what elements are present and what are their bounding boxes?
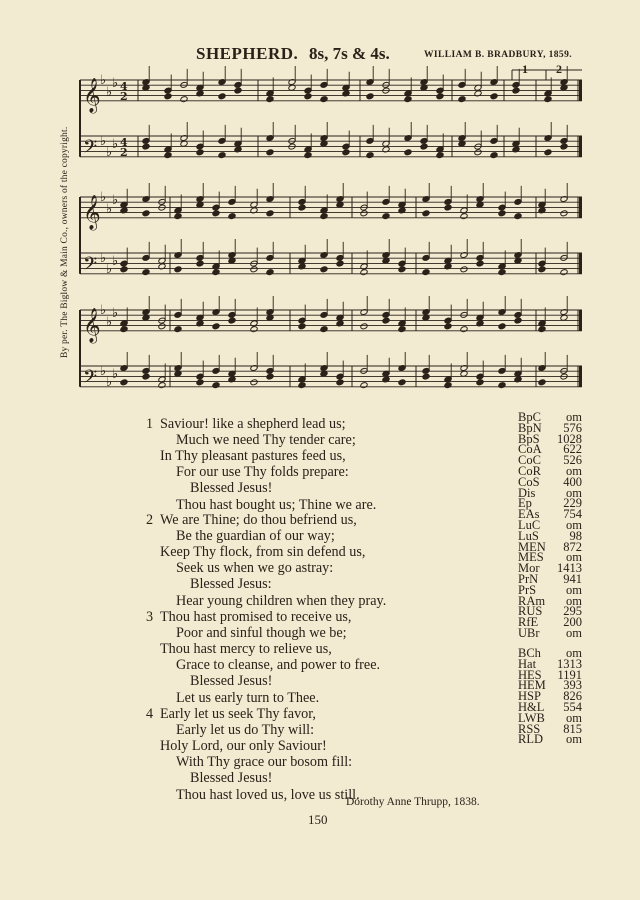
note-head bbox=[460, 213, 468, 220]
note-head bbox=[538, 326, 546, 333]
note-head bbox=[266, 269, 274, 276]
note-head bbox=[196, 260, 204, 267]
note-head bbox=[436, 152, 444, 159]
flat-sign: ♭ bbox=[100, 73, 107, 88]
note-head bbox=[304, 152, 312, 159]
note-head bbox=[458, 96, 466, 103]
flat-sign: ♭ bbox=[112, 76, 119, 91]
note-head bbox=[490, 93, 498, 100]
reference-row bbox=[518, 734, 584, 745]
time-signature: 2 bbox=[120, 146, 128, 159]
note-head bbox=[560, 269, 568, 276]
meter: 8s, 7s & 4s. bbox=[309, 44, 390, 63]
flat-sign: ♭ bbox=[112, 254, 119, 269]
time-signature: 2 bbox=[120, 90, 128, 103]
verse-line: Saviour! like a shepherd lead us; bbox=[160, 416, 346, 432]
reference-number: om bbox=[566, 710, 582, 725]
verse-line: Keep Thy flock, from sin defend us, bbox=[160, 544, 366, 561]
note-head bbox=[398, 326, 406, 333]
flat-sign: ♭ bbox=[106, 262, 113, 277]
note-head bbox=[490, 152, 498, 159]
note-head bbox=[196, 379, 204, 386]
verse-line: Thou hast bought us; Thine we are. bbox=[176, 496, 377, 513]
reference-number: 815 bbox=[563, 721, 582, 736]
reference-code: HSP bbox=[518, 689, 541, 704]
verse-line: Grace to cleanse, and power to free. bbox=[176, 657, 381, 674]
verse-line: Seek us when we go astray: bbox=[176, 560, 334, 577]
reference-code: BpC bbox=[518, 410, 541, 424]
bass-clef: 𝄢 bbox=[83, 253, 98, 279]
verse-number: 2 bbox=[146, 512, 154, 528]
flat-sign: ♭ bbox=[100, 134, 107, 149]
note-head bbox=[444, 204, 452, 211]
reference-number: 754 bbox=[563, 507, 582, 522]
reference-code: RUS bbox=[518, 604, 543, 619]
note-head bbox=[498, 323, 506, 330]
verse-line: Early let us seek Thy favor, bbox=[160, 706, 316, 722]
final-bar bbox=[579, 80, 582, 101]
verse-line: Blessed Jesus! bbox=[190, 770, 273, 787]
verse-line: Blessed Jesus! bbox=[190, 673, 273, 690]
reference-number: 200 bbox=[563, 615, 582, 630]
note-head bbox=[560, 210, 568, 217]
reference-number: 229 bbox=[563, 496, 582, 511]
note-head bbox=[174, 266, 182, 273]
note-head bbox=[266, 373, 274, 380]
reference-number: 1028 bbox=[557, 431, 582, 446]
note-head bbox=[218, 152, 226, 159]
verse-line: Poor and sinful though we be; bbox=[176, 625, 347, 642]
reference-number: om bbox=[566, 646, 582, 660]
note-head bbox=[514, 213, 522, 220]
reference-code: CoS bbox=[518, 474, 540, 489]
reference-number: 826 bbox=[563, 689, 582, 704]
reference-code: RSS bbox=[518, 721, 541, 736]
flat-sign: ♭ bbox=[100, 364, 107, 379]
reference-code: LuS bbox=[518, 528, 539, 543]
flat-sign: ♭ bbox=[106, 315, 113, 330]
note-head bbox=[174, 326, 182, 333]
note-head bbox=[120, 266, 128, 273]
final-bar bbox=[579, 136, 582, 157]
note-head bbox=[250, 326, 258, 333]
flat-sign: ♭ bbox=[106, 202, 113, 217]
verse-line: For our use Thy folds prepare: bbox=[176, 464, 349, 481]
note-head bbox=[212, 382, 220, 389]
note-head bbox=[234, 87, 242, 94]
note-head bbox=[360, 323, 368, 330]
verse-number: 3 bbox=[146, 609, 154, 625]
note-head bbox=[444, 323, 452, 330]
page-number: 150 bbox=[308, 812, 328, 827]
reference-code: RAm bbox=[518, 593, 546, 608]
note-head bbox=[228, 317, 236, 324]
note-head bbox=[512, 87, 520, 94]
note-head bbox=[298, 382, 306, 389]
note-head bbox=[366, 93, 374, 100]
final-bar bbox=[579, 253, 582, 274]
note-head bbox=[398, 266, 406, 273]
ending-1: 1 bbox=[522, 62, 528, 76]
note-head bbox=[320, 96, 328, 103]
note-head bbox=[164, 93, 172, 100]
note-head bbox=[444, 382, 452, 389]
note-head bbox=[164, 152, 172, 159]
note-head bbox=[560, 143, 568, 150]
reference-code: Ep bbox=[518, 496, 532, 511]
reference-code: RfE bbox=[518, 615, 539, 630]
reference-number: 576 bbox=[563, 420, 582, 435]
composer: WILLIAM B. BRADBURY, 1859. bbox=[424, 50, 573, 60]
reference-number: 526 bbox=[563, 453, 582, 468]
note-head bbox=[498, 382, 506, 389]
note-head bbox=[514, 317, 522, 324]
note-head bbox=[266, 96, 274, 103]
final-bar bbox=[579, 310, 582, 331]
note-head bbox=[360, 210, 368, 217]
note-head bbox=[266, 149, 274, 156]
note-head bbox=[366, 152, 374, 159]
reference-code: LuC bbox=[518, 518, 541, 532]
verse-line: Blessed Jesus! bbox=[190, 480, 273, 497]
note-head bbox=[298, 323, 306, 330]
verse-line: In Thy pleasant pastures feed us, bbox=[160, 448, 346, 465]
treble-clef: 𝄞 bbox=[83, 307, 101, 343]
verse-number: 4 bbox=[146, 706, 154, 722]
treble-clef: 𝄞 bbox=[83, 194, 101, 230]
time-signature: 4 bbox=[120, 80, 128, 93]
reference-number: om bbox=[566, 485, 582, 500]
note-head bbox=[250, 266, 258, 273]
reference-code: MEN bbox=[518, 539, 546, 554]
reference-number: 295 bbox=[563, 604, 582, 619]
note-head bbox=[420, 143, 428, 150]
verse-line: With Thy grace our bosom fill: bbox=[176, 754, 353, 771]
note-head bbox=[298, 204, 306, 211]
reference-code: HES bbox=[518, 667, 542, 682]
reference-number: om bbox=[566, 518, 582, 532]
reference-number: om bbox=[566, 626, 582, 640]
reference-number: 393 bbox=[563, 678, 582, 693]
note-head bbox=[498, 269, 506, 276]
flat-sign: ♭ bbox=[100, 303, 107, 318]
note-head bbox=[544, 96, 552, 103]
flat-sign: ♭ bbox=[112, 367, 119, 382]
final-bar bbox=[579, 197, 582, 218]
note-head bbox=[266, 210, 274, 217]
verse-line: Be the guardian of our way; bbox=[176, 528, 335, 545]
note-head bbox=[218, 93, 226, 100]
reference-number: 400 bbox=[563, 474, 582, 489]
reference-number: 98 bbox=[569, 528, 582, 543]
note-head bbox=[320, 326, 328, 333]
note-head bbox=[142, 373, 150, 380]
note-head bbox=[304, 93, 312, 100]
note-head bbox=[422, 373, 430, 380]
note-head bbox=[158, 382, 166, 389]
reference-code: Mor bbox=[518, 561, 540, 576]
note-head bbox=[174, 213, 182, 220]
note-head bbox=[460, 266, 468, 273]
reference-code: Dis bbox=[518, 485, 536, 500]
note-head bbox=[544, 149, 552, 156]
verse-line: Thou hast mercy to relieve us, bbox=[160, 641, 332, 658]
reference-code: UBr bbox=[518, 626, 540, 640]
note-head bbox=[250, 379, 258, 386]
verse-line: Early let us do Thy will: bbox=[176, 722, 315, 739]
flat-sign: ♭ bbox=[112, 193, 119, 208]
note-head bbox=[398, 379, 406, 386]
tune-name: SHEPHERD. bbox=[196, 44, 299, 63]
reference-number: 1313 bbox=[557, 656, 582, 671]
flat-sign: ♭ bbox=[100, 190, 107, 205]
note-head bbox=[404, 149, 412, 156]
verse-line: Blessed Jesus: bbox=[190, 576, 272, 593]
reference-number: om bbox=[566, 550, 582, 565]
music-score bbox=[0, 0, 640, 400]
flat-sign: ♭ bbox=[106, 85, 113, 100]
reference-row bbox=[518, 628, 584, 639]
note-head bbox=[538, 379, 546, 386]
verse-number: 1 bbox=[146, 416, 154, 432]
reference-number: 872 bbox=[563, 539, 582, 554]
text-author: Dorothy Anne Thrupp, 1838. bbox=[346, 796, 480, 808]
note-head bbox=[120, 379, 128, 386]
ending-2: 2 bbox=[556, 62, 562, 76]
note-head bbox=[476, 379, 484, 386]
note-head bbox=[422, 269, 430, 276]
reference-number: om bbox=[566, 582, 582, 597]
note-head bbox=[320, 266, 328, 273]
treble-clef: 𝄞 bbox=[83, 77, 101, 113]
reference-number: om bbox=[566, 593, 582, 608]
reference-code: EAs bbox=[518, 507, 540, 522]
note-head bbox=[360, 382, 368, 389]
flat-sign: ♭ bbox=[100, 251, 107, 266]
note-head bbox=[476, 260, 484, 267]
note-head bbox=[404, 96, 412, 103]
final-bar bbox=[579, 366, 582, 387]
reference-code: Hat bbox=[518, 656, 537, 671]
reference-code: H&L bbox=[518, 700, 545, 714]
note-head bbox=[382, 213, 390, 220]
bass-clef: 𝄢 bbox=[83, 366, 98, 392]
note-head bbox=[336, 260, 344, 267]
note-head bbox=[498, 210, 506, 217]
note-head bbox=[212, 323, 220, 330]
flat-sign: ♭ bbox=[106, 375, 113, 390]
note-head bbox=[320, 213, 328, 220]
reference-number: 941 bbox=[563, 572, 582, 586]
reference-number: 554 bbox=[563, 700, 582, 714]
note-head bbox=[180, 96, 188, 103]
note-head bbox=[212, 210, 220, 217]
note-head bbox=[436, 93, 444, 100]
copyright-note: By per. The Biglow & Main Co., owners of the copyright. bbox=[60, 126, 70, 358]
reference-code: BCh bbox=[518, 646, 541, 660]
note-head bbox=[336, 379, 344, 386]
note-head bbox=[228, 213, 236, 220]
note-head bbox=[460, 326, 468, 333]
reference-code: BpS bbox=[518, 431, 540, 446]
reference-code: BpN bbox=[518, 420, 542, 435]
reference-code: CoR bbox=[518, 464, 541, 478]
note-head bbox=[360, 269, 368, 276]
note-head bbox=[212, 269, 220, 276]
verse-line: We are Thine; do thou befriend us, bbox=[160, 512, 357, 528]
verse-line: Holy Lord, our only Saviour! bbox=[160, 738, 327, 755]
verse-line: Hear young children when they pray. bbox=[176, 592, 387, 609]
reference-number: 1413 bbox=[557, 561, 582, 576]
reference-code: CoA bbox=[518, 442, 542, 457]
reference-number: om bbox=[566, 732, 582, 747]
reference-number: om bbox=[566, 464, 582, 478]
note-head bbox=[142, 269, 150, 276]
bass-clef: 𝄢 bbox=[83, 136, 98, 162]
note-head bbox=[142, 143, 150, 150]
verse-line: Thou hast loved us, love us still. bbox=[176, 786, 360, 803]
flat-sign: ♭ bbox=[112, 306, 119, 321]
note-head bbox=[538, 266, 546, 273]
note-head bbox=[382, 317, 390, 324]
note-head bbox=[342, 149, 350, 156]
time-signature: 4 bbox=[120, 136, 128, 149]
flat-sign: ♭ bbox=[112, 137, 119, 152]
verse-line: Thou hast promised to receive us, bbox=[160, 609, 352, 625]
reference-number: 1191 bbox=[557, 667, 582, 682]
reference-code: PrS bbox=[518, 582, 537, 597]
note-head bbox=[120, 326, 128, 333]
reference-code: RLD bbox=[518, 732, 543, 747]
note-head bbox=[142, 210, 150, 217]
note-head bbox=[422, 210, 430, 217]
reference-code: LWB bbox=[518, 710, 545, 725]
reference-number: 622 bbox=[563, 442, 582, 457]
reference-code: HEM bbox=[518, 678, 546, 693]
reference-number: om bbox=[566, 410, 582, 424]
reference-code: CoC bbox=[518, 453, 541, 468]
reference-code: MES bbox=[518, 550, 544, 565]
verse-line: Let us early turn to Thee. bbox=[176, 689, 320, 706]
reference-code: PrN bbox=[518, 572, 539, 586]
verse-line: Much we need Thy tender care; bbox=[176, 432, 356, 449]
note-head bbox=[474, 149, 482, 156]
flat-sign: ♭ bbox=[106, 145, 113, 160]
note-head bbox=[158, 323, 166, 330]
note-head bbox=[196, 149, 204, 156]
